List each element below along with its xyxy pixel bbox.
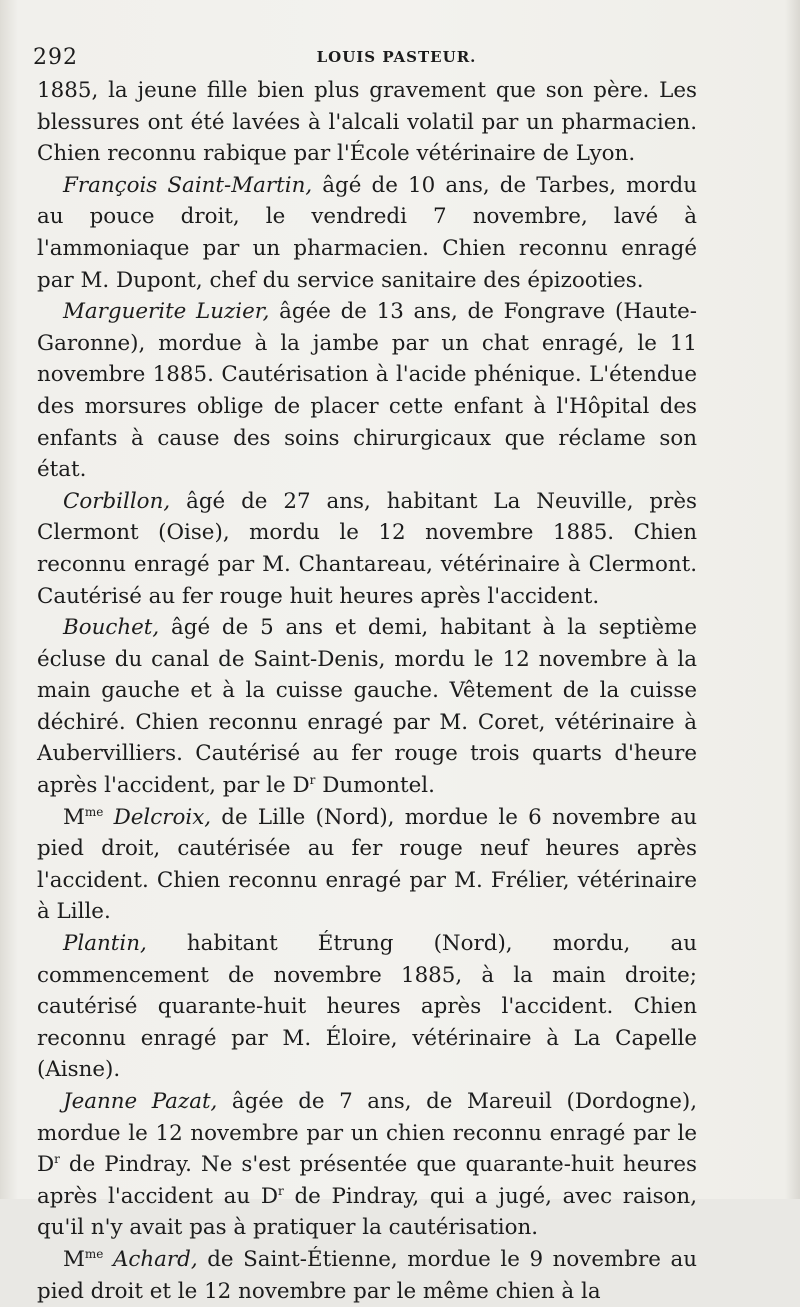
person-name: Delcroix, (113, 804, 212, 830)
page-body (37, 75, 697, 1307)
honorific: M (63, 1246, 85, 1272)
superscript: r (309, 772, 316, 787)
paragraph-saint-martin (37, 170, 697, 296)
person-name: Jeanne Pazat, (63, 1089, 218, 1114)
person-name: Corbillon, (63, 488, 171, 514)
paragraph-text: de Pindray, qui a jugé, avec raison, qu'il n'y avait pas à pratiquer la cautérisation. (37, 1183, 697, 1241)
paragraph-bouchet (37, 612, 697, 802)
paragraph-pazat (37, 1086, 697, 1244)
page-number: 292 (33, 45, 78, 70)
paragraph-text: 1885, la jeune fille bien plus gravement que son père. Les blessures ont été lavées à l'alcali volatil par un pharmacien. Chien reconnu rabique par l'École vétérinaire de Lyon. (37, 78, 697, 167)
superscript: r (54, 1152, 60, 1167)
running-head: LOUIS PASTEUR. (316, 48, 477, 66)
superscript: me (84, 804, 104, 819)
superscript: r (278, 1183, 284, 1198)
paragraph-text: âgée de 13 ans, de Fongrave (Haute-Garonne), mordue à la jambe par un chat enragé, le 11 novembre 1885. Cautérisation à l'acide phénique. L'étendue des morsures oblige de placer cette enfant à l'Hôpital des enfants à cause des soins chirurgicaux que réclame son état. (37, 299, 698, 483)
paragraph-text: âgé de 27 ans, habitant La Neuville, près Clermont (Oise), mordu le 12 novembre 1885. Chien reconnu enragé par M. Chantareau, vétérinaire à Clermont. Cautérisé au fer rouge huit heures après l'accident. (37, 488, 697, 609)
paragraph-continuation (37, 75, 697, 170)
paragraph-plantin (37, 928, 697, 1086)
person-name: François Saint-Martin, (63, 172, 313, 198)
paragraph-text: habitant Étrung (Nord), mordu, au commencement de novembre 1885, à la main droite; cautérisé quarante-huit heures après l'accident. Chien reconnu enragé par M. Éloire, vétérinaire à La Capelle (Aisne). (37, 931, 697, 1083)
person-name: Bouchet, (63, 615, 160, 641)
paragraph-text: de Lille (Nord), mordue le 6 novembre au pied droit, cautérisée au fer rouge neuf heures après l'accident. Chien reconnu enragé par M. Frélier, vétérinaire à Lille. (37, 804, 697, 925)
paragraph-text: âgée de 7 ans, de Mareuil (Dordogne), mordue le 12 novembre par un chien reconnu enragé par le D (37, 1089, 698, 1178)
paragraph-luzier (37, 296, 697, 486)
page-header (33, 45, 760, 75)
person-name: Achard, (112, 1246, 198, 1272)
paragraph-corbillon (37, 486, 697, 612)
paragraph-text: âgé de 10 ans, de Tarbes, mordu au pouce droit, le vendredi 7 novembre, lavé à l'ammoniaque par un pharmacien. Chien reconnu enragé par M. Dupont, chef du service sanitaire des épizooties. (37, 172, 697, 293)
paragraph-achard (37, 1244, 697, 1307)
paragraph-text: de Saint-Étienne, mordue le 9 novembre au pied droit et le 12 novembre par le même chien à la (37, 1246, 697, 1304)
paragraph-text: de Pindray. Ne s'est présentée que quarante-huit heures après l'accident au D (37, 1152, 697, 1209)
paragraph-delcroix (37, 802, 697, 928)
superscript: me (84, 1246, 104, 1261)
person-name: Marguerite Luzier, (63, 299, 270, 325)
person-name: Plantin, (63, 931, 147, 957)
paragraph-text-tail: Dumontel. (315, 773, 435, 799)
honorific: M (63, 804, 85, 830)
paragraph-text: âgé de 5 ans et demi, habitant à la septième écluse du canal de Saint-Denis, mordu le 12 novembre à la main gauche et à la cuisse gauche. Vêtement de la cuisse déchiré. Chien reconnu enragé par M. Coret, vétérinaire à Aubervilliers. Cautérisé au fer rouge trois quarts d'heure après l'accident, par le D (37, 615, 697, 799)
